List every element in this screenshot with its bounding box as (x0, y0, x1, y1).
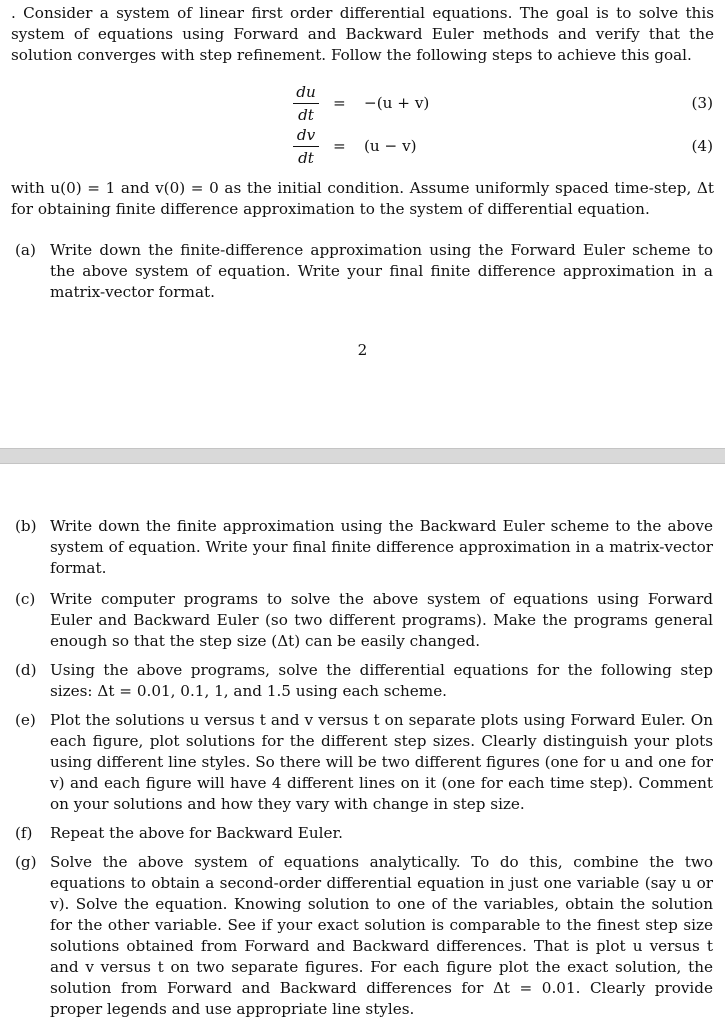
item-text: Write computer programs to solve the above system of equations using Forward Euler and Backward Euler (so two different programs). Make the programs general enough so that the step size (Δt) can be easily changed. (50, 590, 713, 650)
question-item-a (15, 240, 713, 303)
item-text: Write down the finite-difference approximation using the Forward Euler scheme to the above system of equation. Write your final finite difference approximation in a matrix-vector format. (50, 241, 713, 301)
document-page-1 (0, 0, 725, 448)
item-label: (a) (15, 241, 36, 259)
equals-sign: = (333, 137, 346, 155)
equation-number: (3) (691, 94, 713, 112)
item-text: Repeat the above for Backward Euler. (50, 824, 343, 842)
equation-du-dt (0, 82, 725, 126)
problem-intro: . Consider a system of linear first order differential equations. The goal is to solve this system of equations using Forward and Backward Euler methods and verify that the solution converges with step refinement. Follow the following steps to achieve this goal. (11, 4, 714, 64)
item-label: (b) (15, 517, 37, 535)
item-text: Using the above programs, solve the differential equations for the following step sizes: Δt = 0.01, 0.1, 1, and 1.5 using each scheme. (50, 661, 713, 700)
equation-dv-dt (0, 125, 725, 169)
item-label: (g) (15, 853, 37, 871)
item-text: Plot the solutions u versus t and v versus t on separate plots using Forward Euler. On each figure, plot solutions for the different step sizes. Clearly distinguish your plots using different line styles. So there will be two different figures (one for u and one for v) and each figure will have 4 different lines on it (one for each time step). Comment on your solutions and how they vary with change in step size. (50, 711, 713, 813)
question-item-g (15, 852, 713, 1020)
question-item-c (15, 589, 713, 652)
equation-number: (4) (691, 137, 713, 155)
fraction-numerator: dv (296, 126, 316, 144)
item-label: (c) (15, 590, 36, 608)
question-item-f (15, 823, 713, 844)
item-label: (d) (15, 661, 37, 679)
fraction-bar (293, 146, 319, 147)
page-number: 2 (357, 341, 368, 359)
fraction-du-dt (293, 82, 319, 125)
question-item-b (15, 516, 713, 579)
fraction-bar (293, 103, 319, 104)
equation-rhs: −(u + v) (364, 94, 430, 112)
fraction-denominator: dt (298, 149, 314, 167)
item-text: Solve the above system of equations analytically. To do this, combine the two equations to obtain a second-order differential equation in just one variable (say u or v). Solve the equation. Knowing solution to one of the variables, obtain the solution for the other variable. See if your exact solution is comparable to the finest step size solutions obtained from Forward and Backward differences. That is plot u versus t and v versus t on two separate figures. For each figure plot the exact solution, the solution from Forward and Backward differences for Δt = 0.01. Clearly provide proper legends and use appropriate line styles. (50, 853, 713, 1018)
item-label: (f) (15, 824, 33, 842)
document-page-2 (0, 464, 725, 1024)
fraction-denominator: dt (298, 106, 314, 124)
page-separator (0, 448, 725, 464)
initial-condition-text: with u(0) = 1 and v(0) = 0 as the initial condition. Assume uniformly spaced time-step, Δt for obtaining finite difference approximation to the system of differential equation. (11, 179, 714, 218)
item-text: Write down the finite approximation using the Backward Euler scheme to the above system of equation. Write your final finite difference approximation in a matrix-vector format. (50, 517, 713, 577)
fraction-dv-dt (293, 125, 319, 168)
item-label: (e) (15, 711, 36, 729)
fraction-numerator: du (296, 83, 316, 101)
question-item-e (15, 710, 713, 815)
equals-sign: = (333, 94, 346, 112)
question-item-d (15, 660, 713, 702)
equation-rhs: (u − v) (364, 137, 417, 155)
